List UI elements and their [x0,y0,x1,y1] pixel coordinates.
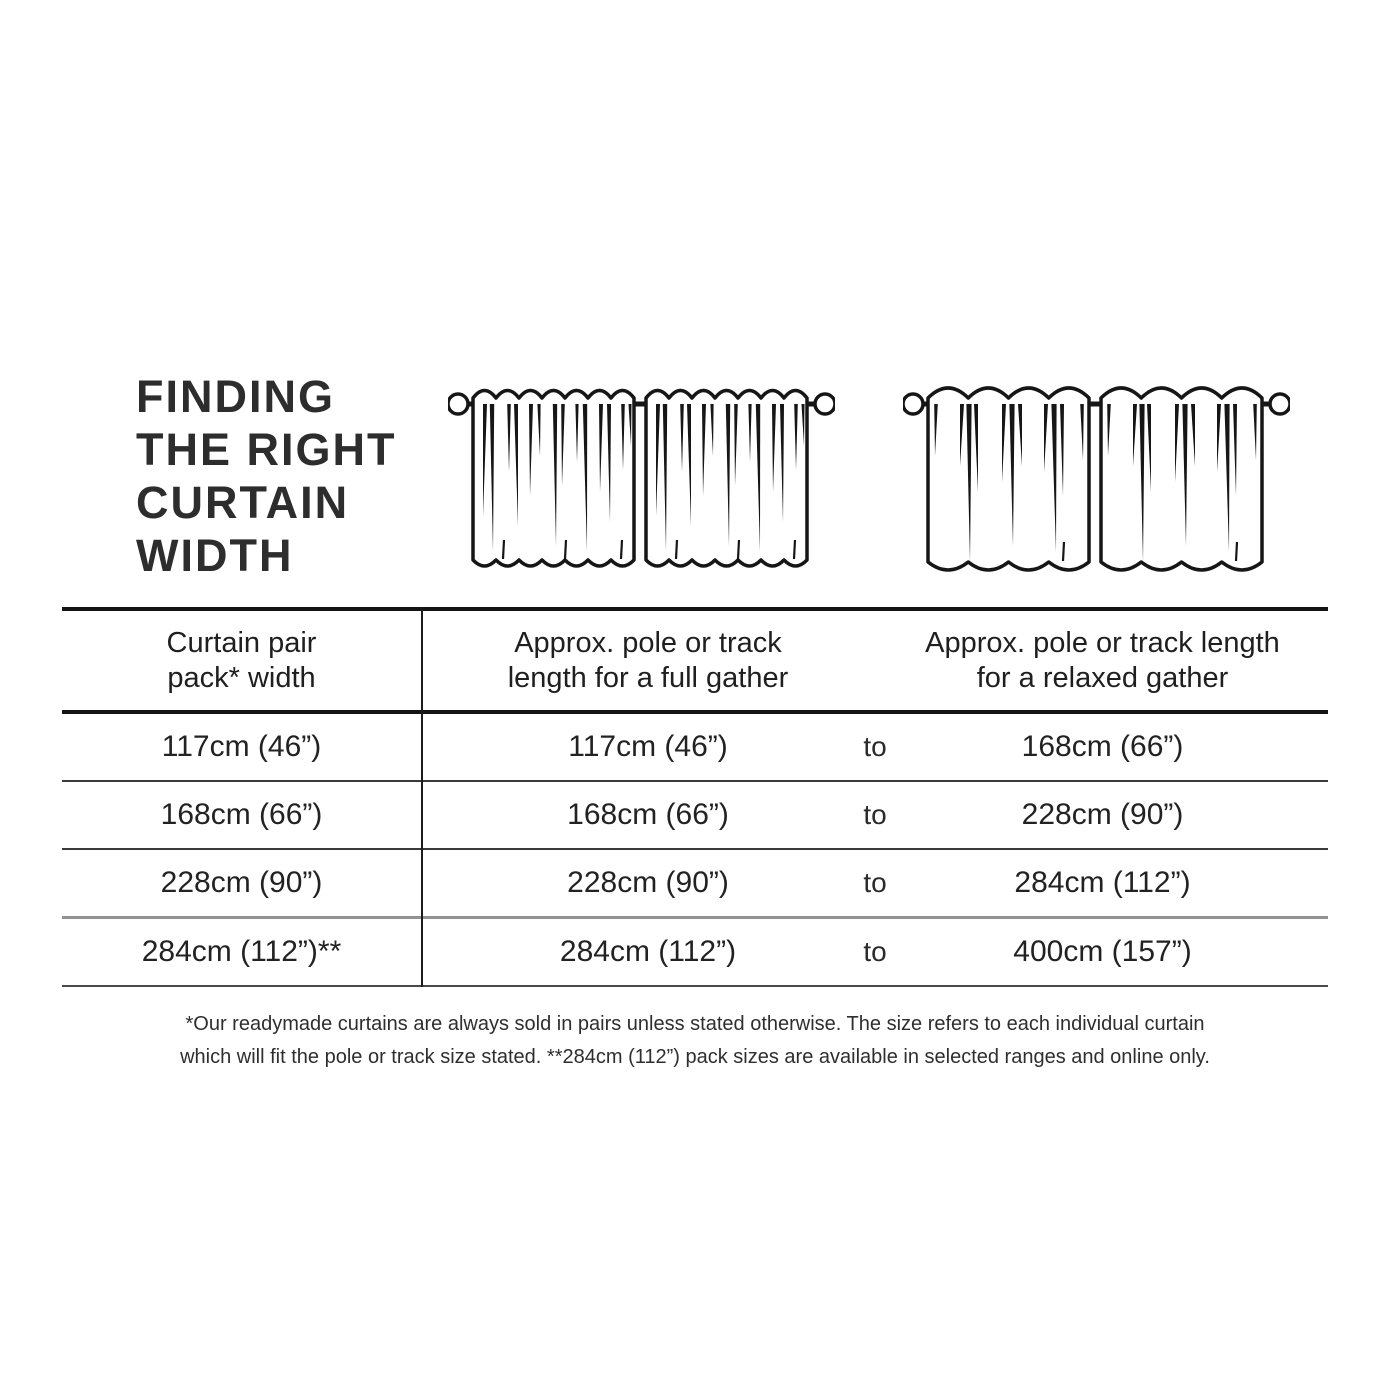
cell-relaxed-gather: 168cm (66”) [1021,730,1184,763]
header-full-gather [423,626,873,696]
page-title [136,370,397,582]
cell-pack-width: 168cm (66”) [160,798,323,831]
cell-connector: to [863,867,887,898]
table-row [62,782,1328,848]
cell-relaxed-gather: 284cm (112”) [1014,866,1191,899]
table-row [62,850,1328,916]
header-relaxed-gather [877,626,1328,696]
cell-pack-width: 117cm (46”) [161,730,322,763]
footnote-line-1: *Our readymade curtains are always sold in pairs unless stated otherwise. The size refers to each individual curtain [185,1013,1205,1035]
cell-full-gather: 228cm (90”) [567,866,729,899]
cell-full-gather: 284cm (112”) [559,935,737,968]
footnote-line-2: which will fit the pole or track size stated. **284cm (112”) pack sizes are available in selected ranges and online only. [180,1046,1210,1068]
cell-full-gather: 168cm (66”) [567,798,729,831]
header-relaxed-gather-line2: for a relaxed gather [976,661,1229,694]
cell-relaxed-gather: 228cm (90”) [1021,798,1184,831]
cell-connector: to [863,731,887,762]
cell-full-gather: 117cm (46”) [568,730,728,763]
title-line-3: CURTAIN [136,477,350,528]
cell-connector: to [863,799,887,830]
header-full-gather-line2: length for a full gather [507,661,789,694]
header-pack-width [62,626,421,696]
table-bottom-rule [62,985,1328,987]
cell-relaxed-gather: 400cm (157”) [1013,935,1192,968]
relaxed-gather-curtains-illustration [903,376,1290,574]
cell-connector: to [863,936,887,967]
table-header-row [62,611,1328,710]
header-pack-width-line1: Curtain pair [166,626,317,659]
title-line-1: FINDING [136,371,335,422]
curtain-size-table [62,607,1328,988]
title-line-4: WIDTH [136,530,294,581]
table-row [62,919,1328,985]
title-line-2: THE RIGHT [136,424,397,475]
table-row [62,714,1328,780]
header-full-gather-line1: Approx. pole or track [514,626,782,659]
full-gather-curtains-illustration [448,376,835,574]
cell-pack-width: 284cm (112”)** [141,935,342,968]
header-pack-width-line2: pack* width [167,661,316,694]
header-relaxed-gather-line1: Approx. pole or track length [925,626,1280,659]
footnote [62,1008,1328,1074]
cell-pack-width: 228cm (90”) [160,866,323,899]
